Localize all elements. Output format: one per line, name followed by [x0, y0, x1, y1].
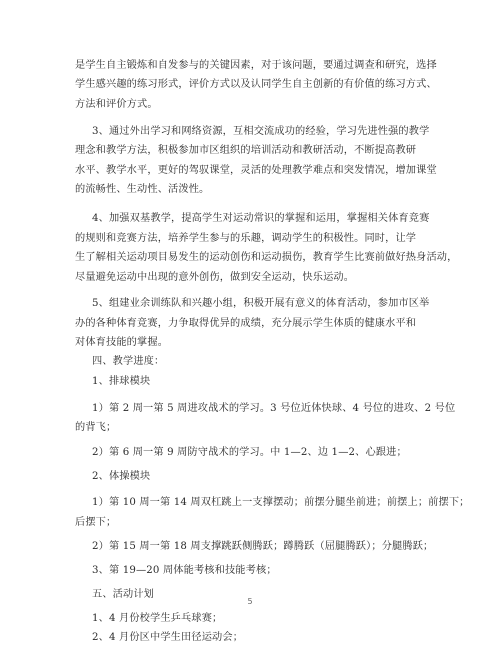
text-line: 办的各种体育竞赛，力争取得优异的成绩，充分展示学生体质的健康水平和 — [75, 318, 417, 329]
text-line: 生了解相关运动项目易发生的运动创伤和运动损伤，教育学生比赛前做好热身活动， — [75, 252, 458, 263]
text-line: 1、4 月份校学生乒乓球赛； — [92, 613, 223, 624]
text-line: 4、加强双基教学，提高学生对运动常识的掌握和运用，掌握相关体育竞赛 — [92, 213, 430, 224]
text-line: 5、组建业余训练队和兴趣小组，积极开展有意义的体育活动，参加市区举 — [92, 298, 430, 309]
text-line: 的规则和竞赛方法，培养学生参与的乐趣，调动学生的积极性。同时，让学 — [75, 233, 417, 244]
text-line: 2）第 6 周一第 9 周防守战术的学习。中 1—2、边 1—2、心跟进； — [92, 447, 407, 458]
text-line: 对体育技能的掌握。 — [75, 337, 169, 348]
text-line: 尽量避免运动中出现的意外创伤，做到安全运动，快乐运动。 — [75, 272, 355, 283]
subsection-heading: 1、排球模块 — [92, 376, 151, 387]
text-line: 的流畅性、生动性、活泼性。 — [75, 184, 210, 195]
text-line: 理念和教学方法，积极参加市区组织的培训活动和教研活动，不断提高教研 — [75, 145, 417, 156]
text-line: 方法和评价方式。 — [75, 99, 158, 110]
page-number: 5 — [247, 597, 253, 606]
text-line: 1）第 10 周一第 14 周双杠跳上一支撑摆动；前摆分腿坐前进；前摆上；前摆下； — [92, 497, 470, 508]
subsection-heading: 2、体操模块 — [92, 471, 151, 482]
section-heading: 五、活动计划 — [92, 589, 155, 600]
text-line: 的背飞； — [75, 422, 117, 433]
text-line: 是学生自主锻炼和自发参与的关键因素，对于该问题，要通过调查和研究，选择 — [75, 60, 437, 71]
text-line: 1）第 2 周一第 5 周进攻战术的学习。3 号位近体快球、4 号位的进攻、2 号位 — [92, 403, 456, 414]
text-line: 学生感兴趣的练习形式，评价方式以及认同学生自主创新的有价值的练习方式、 — [75, 79, 437, 90]
text-line: 3、第 19—20 周体能考核和技能考核； — [92, 565, 277, 576]
text-line: 3、通过外出学习和网络资源，互相交流成功的经验，学习先进性强的教学 — [92, 126, 430, 137]
text-line: 水平、教学水平，更好的驾驭课堂，灵活的处理教学难点和突发情况，增加课堂 — [75, 165, 437, 176]
section-heading: 四、教学进度： — [92, 356, 165, 367]
text-line: 后摆下； — [75, 517, 117, 528]
text-line: 2）第 15 周一第 18 周支撑跳跃侧腾跃；蹲腾跃（屈腿腾跃）；分腿腾跃； — [92, 541, 434, 552]
text-line: 2、4 月份区中学生田径运动会； — [92, 632, 244, 643]
